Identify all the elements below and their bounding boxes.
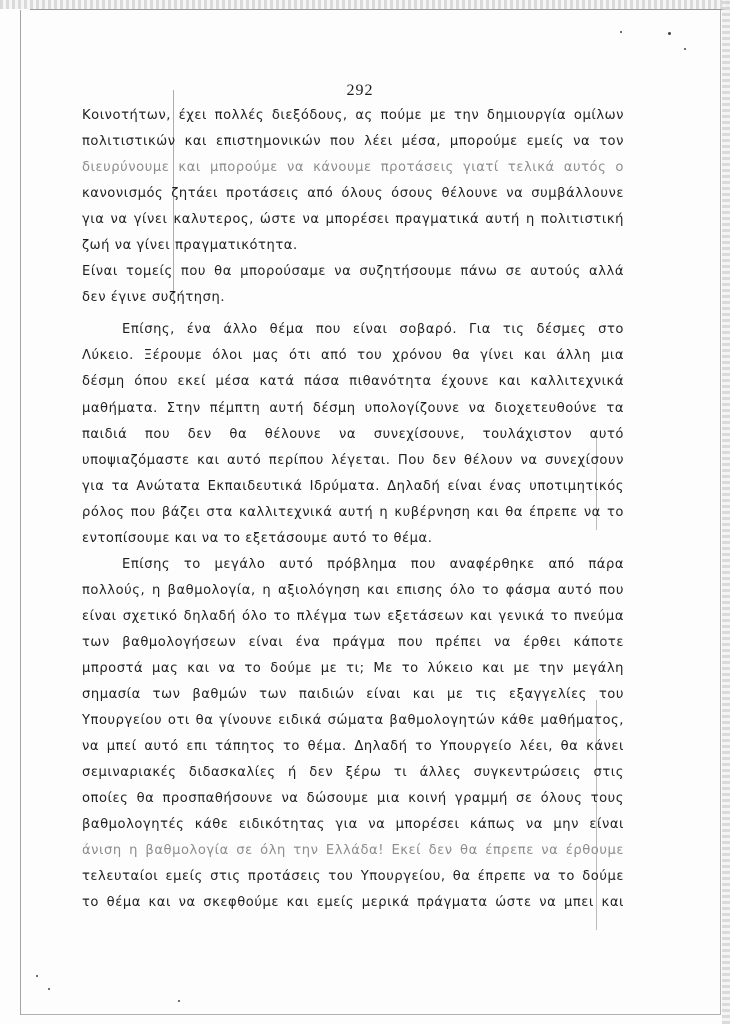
scan-speck: [36, 975, 38, 977]
text-line: ζωή να γίνει πραγματικότητα.: [82, 238, 298, 254]
scan-speck: [684, 48, 686, 50]
text-line: Επίσης το μεγάλο αυτό πρόβλημα που αναφέρθηκε από πάρα: [122, 556, 624, 572]
text-line: σεμιναριακές διδασκαλίες ή δεν ξέρω τι άλλες συγκεντρώσεις στις: [82, 765, 624, 781]
text-line: οποίες θα προσπαθήσουνε να δώσουμε μια κοινή γραμμή σε όλους τους: [82, 791, 624, 807]
text-line: εντοπίσουμε και να το εξετάσουμε αυτό το θέμα.: [82, 530, 433, 546]
text-line: άνιση η βαθμολογία σε όλη την Ελλάδα! Εκεί δεν θα έπρεπε να έρθουμε: [82, 843, 624, 859]
text-line: τελευταίοι εμείς στις προτάσεις του Υπουργείου, θα έπρεπε να το δούμε: [82, 869, 624, 885]
text-line: ρόλος που βάζει στα καλλιτεχνικά αυτή η κυβέρνηση και θα έπρεπε να το: [82, 504, 624, 520]
document-text: [82, 103, 624, 916]
scan-left-rule: [20, 10, 21, 1015]
scan-speck: [178, 1000, 180, 1002]
text-line: διευρύνουμε και μπορούμε να κάνουμε προτάσεις γιατί τελικά αυτός ο: [82, 160, 624, 176]
text-line: να μπεί αυτό επι τάπητος το θέμα. Δηλαδή το Υπουργείο λέει, θα κάνει: [82, 739, 624, 755]
text-line: υποψιαζόμαστε και αυτό περίπου λέγεται. Που δεν θέλουν να συνεχίσουν: [82, 452, 624, 468]
text-line: είναι σχετικό δηλαδή όλο το πλέγμα των εξετάσεων και γενικά το πνεύμα: [82, 608, 624, 624]
text-line: μπροστά μας και να το δούμε με τι; Με το λύκειο και με την μεγάλη: [82, 660, 624, 676]
text-line: σημασία των βαθμών των παιδιών είναι και με τις εξαγγελίες του: [82, 687, 624, 703]
text-line: το θέμα και να σκεφθούμε και εμείς μερικά πράγματα ώστε να μπει και: [82, 895, 624, 911]
text-line: πολλούς, η βαθμολογία, η αξιολόγηση και επισης όλο το φάσμα αυτό που: [82, 582, 624, 598]
scan-right-rule: [720, 10, 721, 1015]
text-line: δέσμη όπου εκεί μέσα κατά πάσα πιθανότητα έχουνε και καλλιτεχνικά: [82, 374, 624, 390]
text-line: Επίσης, ένα άλλο θέμα που είναι σοβαρό. Για τις δέσμες στο: [122, 322, 624, 338]
scan-bottom-rule: [20, 1014, 720, 1015]
scan-speck: [668, 32, 671, 35]
text-line: μαθήματα. Στην πέμπτη αυτή δέσμη υπολογίζουνε να διοχετευθούνε τα: [82, 400, 624, 416]
scan-speck: [48, 988, 50, 990]
scan-right-edge: [722, 0, 730, 1024]
page-number: 292: [346, 82, 374, 99]
text-line: Κοινοτήτων, έχει πολλές διεξόδους, ας πούμε με την δημιουργία ομίλων: [82, 108, 624, 123]
text-line: παιδιά που δεν θα θέλουνε να συνεχίσουνε, τουλάχιστον αυτό: [82, 426, 624, 442]
scan-speck: [620, 31, 622, 33]
text-line: Είναι τομείς που θα μπορούσαμε να συζητήσουμε πάνω σε αυτούς αλλά: [82, 264, 624, 280]
text-line: βαθμολογητές κάθε ειδικότητας για να μπορέσει κάπως να μην είναι: [82, 817, 624, 833]
text-line: πολιτιστικών και επιστημονικών που λέει μέσα, μπορούμε εμείς να τον: [82, 134, 624, 150]
scan-top-rule: [30, 9, 725, 10]
text-line: Υπουργείου οτι θα γίνουνε ειδικά σώματα βαθμολογητών κάθε μαθήματος,: [82, 713, 624, 729]
text-line: για τα Ανώτατα Εκπαιδευτικά Ιδρύματα. Δηλαδή είναι ένας υποτιμητικός: [82, 478, 624, 494]
text-line: για να γίνει καλυτερος, ώστε να μπορέσει πραγματικά αυτή η πολιτιστική: [82, 212, 624, 228]
text-line: Λύκειο. Ξέρουμε όλοι μας ότι από του χρόνου θα γίνει και άλλη μια: [82, 348, 624, 364]
scan-top-edge: [0, 0, 730, 9]
text-line: των βαθμολογήσεων είναι ένα πράγμα που πρέπει να έρθει κάποτε: [82, 634, 624, 650]
text-line: κανονισμός ζητάει προτάσεις από όλους όσους θέλουνε να συμβάλλουνε: [82, 186, 624, 202]
text-line: δεν έγινε συζήτηση.: [82, 290, 226, 306]
